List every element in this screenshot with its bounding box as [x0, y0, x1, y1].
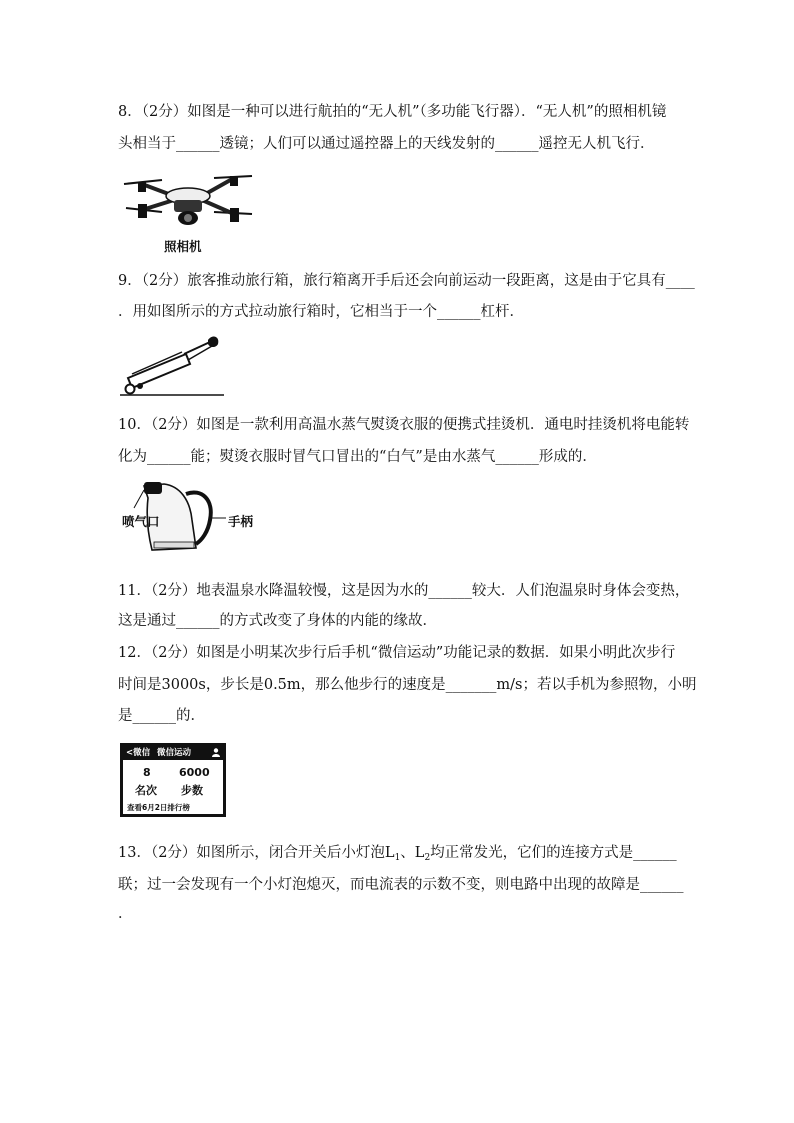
- rank-label: 名次: [135, 784, 157, 797]
- rank-value: 8: [143, 766, 151, 779]
- q13-text-a: 13．（2分）如图所示，闭合开关后小灯泡L: [118, 845, 395, 861]
- screen-title: 微信运动: [157, 748, 192, 758]
- q11-line1: 11．（2分）地表温泉水降温较慢，这是因为水的______较大．人们泡温泉时身体会变热，: [118, 583, 690, 599]
- leaderboard-footer: 查看6月2日排行榜: [127, 803, 190, 812]
- drone-icon: [122, 170, 254, 236]
- camera-caption: 照相机: [164, 239, 202, 254]
- q10-line1: 10．（2分）如图是一款利用高温水蒸气熨烫衣服的便携式挂烫机．通电时挂烫机将电能转: [118, 417, 690, 433]
- q11-line2: 这是通过______的方式改变了身体的内能的缘故．: [118, 613, 437, 629]
- back-label: <微信: [126, 748, 151, 758]
- suitcase-icon: [120, 334, 224, 398]
- handle-label: 手柄: [228, 514, 254, 529]
- q13-line1: [118, 843, 678, 868]
- q13-sep: 、L: [400, 845, 425, 861]
- q8-line2: 头相当于______透镜；人们可以通过遥控器上的天线发射的______遥控无人机飞行．: [118, 136, 655, 152]
- q9-line2: ．用如图所示的方式拉动旅行箱时，它相当于一个______杠杆．: [118, 304, 524, 320]
- q12-line3: 是______的．: [118, 708, 205, 724]
- q12-line2: 时间是3000s，步长是0.5m，那么他步行的速度是_______m/s；若以手机为参照物，小明: [118, 677, 697, 693]
- nozzle-label: 喷气口: [122, 514, 160, 529]
- q10-line2: 化为______能；熨烫衣服时冒气口冒出的“白气”是由水蒸气______形成的．: [118, 449, 597, 465]
- steps-label: 步数: [181, 784, 203, 797]
- wechat-sport-screen: [120, 743, 226, 817]
- q12-line1: 12．（2分）如图是小明某次步行后手机“微信运动”功能记录的数据．如果小明此次步行: [118, 645, 676, 661]
- q13-sub1: 1: [394, 853, 401, 863]
- screen-header: [123, 746, 223, 760]
- person-icon: [212, 748, 220, 757]
- q13-sub2: 2: [424, 853, 431, 863]
- q13-text-b: 均正常发光，它们的连接方式是______: [430, 845, 677, 861]
- q9-line1: 9．（2分）旅客推动旅行箱，旅行箱离开手后还会向前运动一段距离，这是由于它具有____: [118, 273, 695, 289]
- steps-value: 6000: [179, 766, 210, 779]
- q8-line1: 8．（2分）如图是一种可以进行航拍的“无人机”（多功能飞行器）．“无人机”的照相机镜: [118, 104, 667, 120]
- q13-line2: 联；过一会发现有一个小灯泡熄灭，而电流表的示数不变，则电路中出现的故障是______: [118, 877, 684, 893]
- q13-line3: ．: [118, 906, 133, 922]
